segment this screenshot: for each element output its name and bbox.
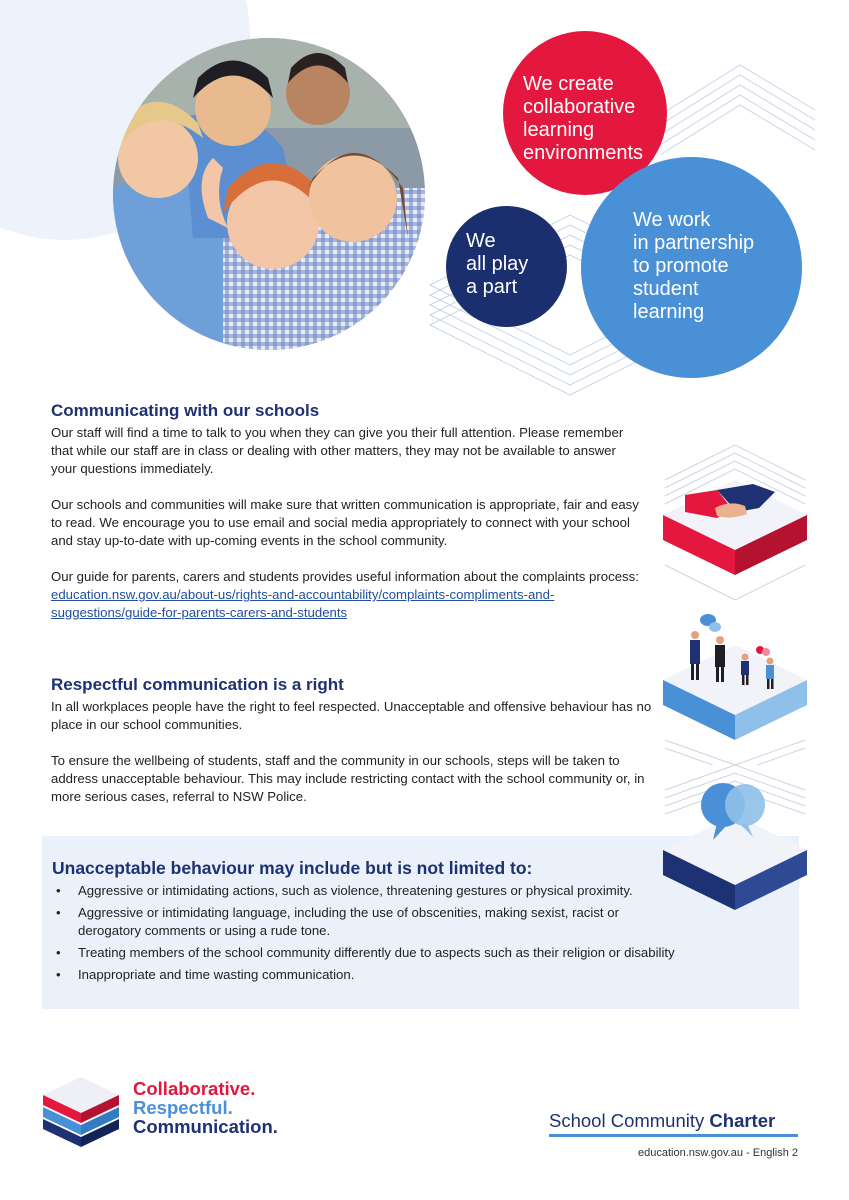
respectful-paragraph-2: To ensure the wellbeing of students, staff and the community in our schools, steps will be taken to address unacceptable behaviour. This may include restricting contact with the school community or, in more serious cases, referral to NSW Police. (51, 753, 645, 804)
communicating-paragraph-1: Our staff will find a time to talk to you when they can give you their full attention. Please remember that while our staff are in class or dealing with other matters, they may not be available to answer your questions immediately. (51, 425, 624, 476)
bullet-dot: • (56, 945, 61, 960)
list-item (42, 944, 799, 962)
bubble-play-a-part-text: We all play a part (466, 230, 529, 298)
logo-line-collaborative: Collaborative. (133, 1078, 256, 1099)
list-item-text: Aggressive or intimidating actions, such as violence, threatening gestures or physical proximity. (78, 883, 633, 898)
bullet-dot: • (56, 883, 61, 898)
logo-line-respectful: Respectful. (133, 1097, 233, 1118)
bubble-partnership (581, 157, 802, 378)
community-people-icon (655, 605, 815, 765)
communicating-title: Communicating with our schools (51, 401, 320, 420)
charter-title-bold: Charter (709, 1110, 776, 1131)
students-photo (113, 38, 425, 350)
bubble-partnership-text: We work in partnership to promote student learning (633, 209, 755, 323)
respectful-paragraph-1: In all workplaces people have the right to feel respected. Unacceptable and offensive behaviour has no place in our school communities. (51, 699, 652, 732)
handshake-icon (655, 440, 815, 600)
list-item-text: Aggressive or intimidating language, including the use of obscenities, making sexist, racist or derogatory comments or using a rude tone. (78, 905, 619, 938)
unacceptable-title: Unacceptable behaviour may include but is not limited to: (52, 858, 533, 878)
bubble-collaborative-text: We create collaborative learning environments (523, 73, 644, 164)
respectful-title: Respectful communication is a right (51, 675, 344, 694)
bullet-dot: • (56, 905, 61, 920)
charter-title (549, 1110, 775, 1132)
page-footer: education.nsw.gov.au - English 2 (637, 1147, 798, 1159)
complaints-intro: Our guide for parents, carers and students provides useful information about the complaints process: (51, 569, 639, 584)
charter-title-prefix: School Community (549, 1110, 710, 1131)
communicating-paragraph-2: Our schools and communities will make sure that written communication is appropriate, fair and easy to read. We encourage you to use email and social media appropriately to connect with your school and stay up-to-date with up-coming events in the school community. (51, 497, 639, 548)
communicating-section (51, 401, 641, 622)
list-item (42, 966, 799, 984)
speech-bubbles-icon (655, 765, 815, 925)
complaints-guide-link[interactable]: education.nsw.gov.au/about-us/rights-and-accountability/complaints-compliments-and-suggestions/guide-for-parents-carers-and-students (51, 587, 555, 620)
communicating-paragraph-3 (51, 568, 641, 622)
charter-logo-text (133, 1079, 278, 1136)
charter-logo-icon (41, 1075, 121, 1150)
logo-line-communication: Communication. (133, 1116, 278, 1137)
respectful-section (51, 675, 656, 806)
charter-underline (549, 1134, 798, 1137)
bubble-play-a-part (446, 206, 567, 327)
list-item-text: Inappropriate and time wasting communication. (78, 967, 355, 982)
list-item-text: Treating members of the school community differently due to aspects such as their religion or disability (78, 945, 675, 960)
bullet-dot: • (56, 967, 61, 982)
